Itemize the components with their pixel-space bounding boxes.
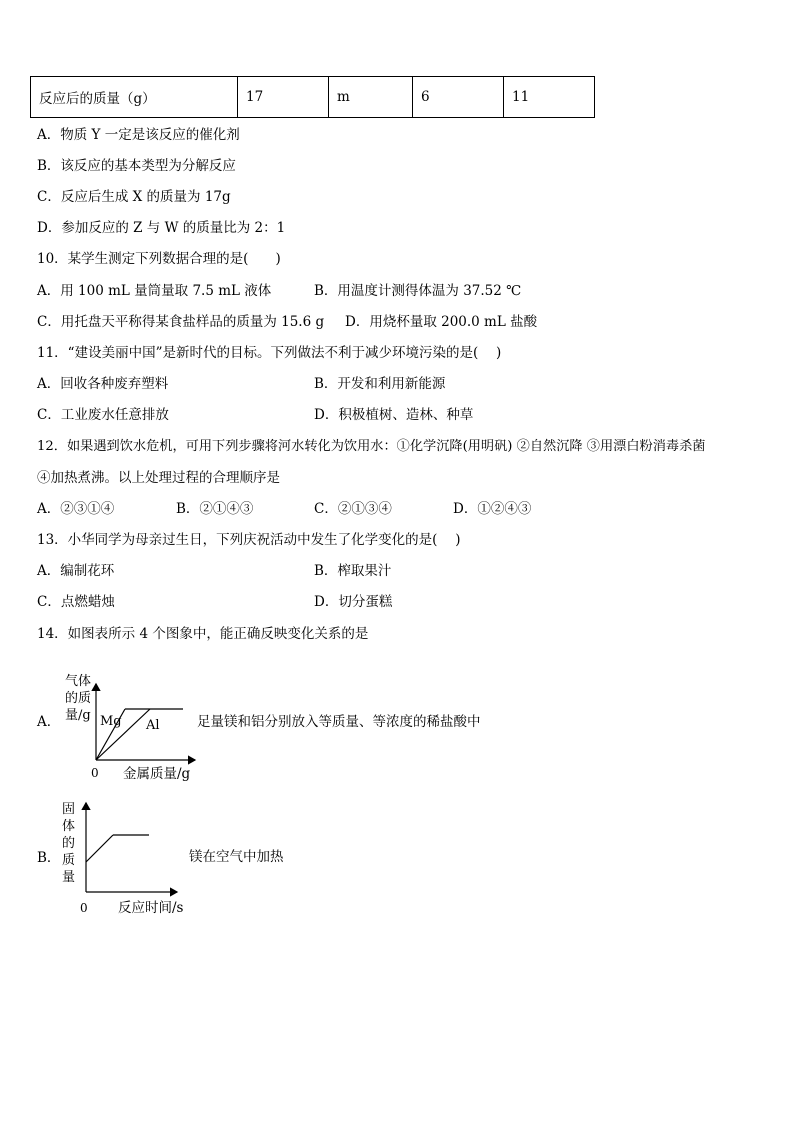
q12-stem-line1: 12．如果遇到饮水危机，可用下列步骤将河水转化为饮用水：①化学沉降(用明矾) ②自然沉降 ③用漂白粉消毒杀菌 xyxy=(37,439,706,454)
table-row xyxy=(31,77,595,118)
q12-option-d: D．①②④③ xyxy=(453,501,532,517)
q14-option-a-label: A． xyxy=(37,714,61,730)
graph-a-ylabel-3: 量/g xyxy=(65,708,91,723)
table-cell: 17 xyxy=(238,77,329,118)
table-cell: 11 xyxy=(504,77,595,118)
graph-b-ylabel-3: 的 xyxy=(62,836,76,851)
graph-b-ylabel-5: 量 xyxy=(62,870,76,885)
q10-option-d: D．用烧杯量取 200.0 mL 盐酸 xyxy=(345,314,538,330)
q11-option-c: C．工业废水任意排放 xyxy=(37,407,169,423)
q14-stem: 14．如图表所示 4 个图象中，能正确反映变化关系的是 xyxy=(37,626,369,642)
q14-option-a-desc: 足量镁和铝分别放入等质量、等浓度的稀盐酸中 xyxy=(197,714,481,730)
table-cell: m xyxy=(329,77,413,118)
q10-option-b: B．用温度计测得体温为 37.52 ℃ xyxy=(314,283,522,299)
q10-option-a: A．用 100 mL 量筒量取 7.5 mL 液体 xyxy=(37,283,272,299)
q10-option-c: C．用托盘天平称得某食盐样品的质量为 15.6 g xyxy=(37,314,325,330)
graph-a-xlabel: 金属质量/g xyxy=(123,766,191,782)
q11-option-a: A．回收各种废弃塑料 xyxy=(37,376,169,392)
q9-option-b: B．该反应的基本类型为分解反应 xyxy=(37,158,236,174)
q14-option-b-desc: 镁在空气中加热 xyxy=(189,849,284,865)
q9-option-a: A．物质 Y 一定是该反应的催化剂 xyxy=(37,127,240,143)
table-row-label: 反应后的质量（g） xyxy=(31,77,238,118)
q13-option-d: D．切分蛋糕 xyxy=(314,594,393,610)
q12-option-c: C．②①③④ xyxy=(314,501,392,517)
graph-a-ylabel-2: 的质 xyxy=(65,691,92,706)
q12-stem-line2: ④加热煮沸。以上处理过程的合理顺序是 xyxy=(37,470,280,486)
graph-a-ylabel-1: 气体 xyxy=(65,674,92,689)
graph-b-origin: 0 xyxy=(80,901,88,915)
graph-a-series-al: Al xyxy=(146,718,160,733)
mass-table xyxy=(30,76,595,118)
graph-a-origin: 0 xyxy=(91,766,99,780)
q11-stem: 11．“建设美丽中国”是新时代的目标。下列做法不利于减少环境污染的是( ) xyxy=(37,345,502,361)
q11-option-b: B．开发和利用新能源 xyxy=(314,376,446,392)
q14-option-b-label: B． xyxy=(37,850,61,866)
q13-option-b: B．榨取果汁 xyxy=(314,563,392,579)
q11-option-d: D．积极植树、造林、种草 xyxy=(314,407,474,423)
q13-stem: 13．小华同学为母亲过生日，下列庆祝活动中发生了化学变化的是( ) xyxy=(37,532,461,548)
graph-b-xlabel: 反应时间/s xyxy=(118,900,184,916)
graph-b-ylabel-1: 固 xyxy=(62,802,76,817)
q10-stem: 10．某学生测定下列数据合理的是( ) xyxy=(37,251,281,267)
q9-option-c: C．反应后生成 X 的质量为 17g xyxy=(37,189,231,205)
q9-option-d: D．参加反应的 Z 与 W 的质量比为 2：1 xyxy=(37,220,286,236)
graph-b-rise-line xyxy=(86,835,113,862)
q13-option-c: C．点燃蜡烛 xyxy=(37,594,115,610)
q12-option-b: B．②①④③ xyxy=(176,501,254,517)
q12-option-a: A．②③①④ xyxy=(37,501,115,517)
graph-b-ylabel-4: 质 xyxy=(62,853,76,868)
graph-a-series-mg: Mg xyxy=(100,714,122,729)
q13-option-a: A．编制花环 xyxy=(37,563,115,579)
graph-b-ylabel-2: 体 xyxy=(62,819,76,834)
table-cell: 6 xyxy=(413,77,504,118)
q14-graph-b xyxy=(55,798,205,903)
